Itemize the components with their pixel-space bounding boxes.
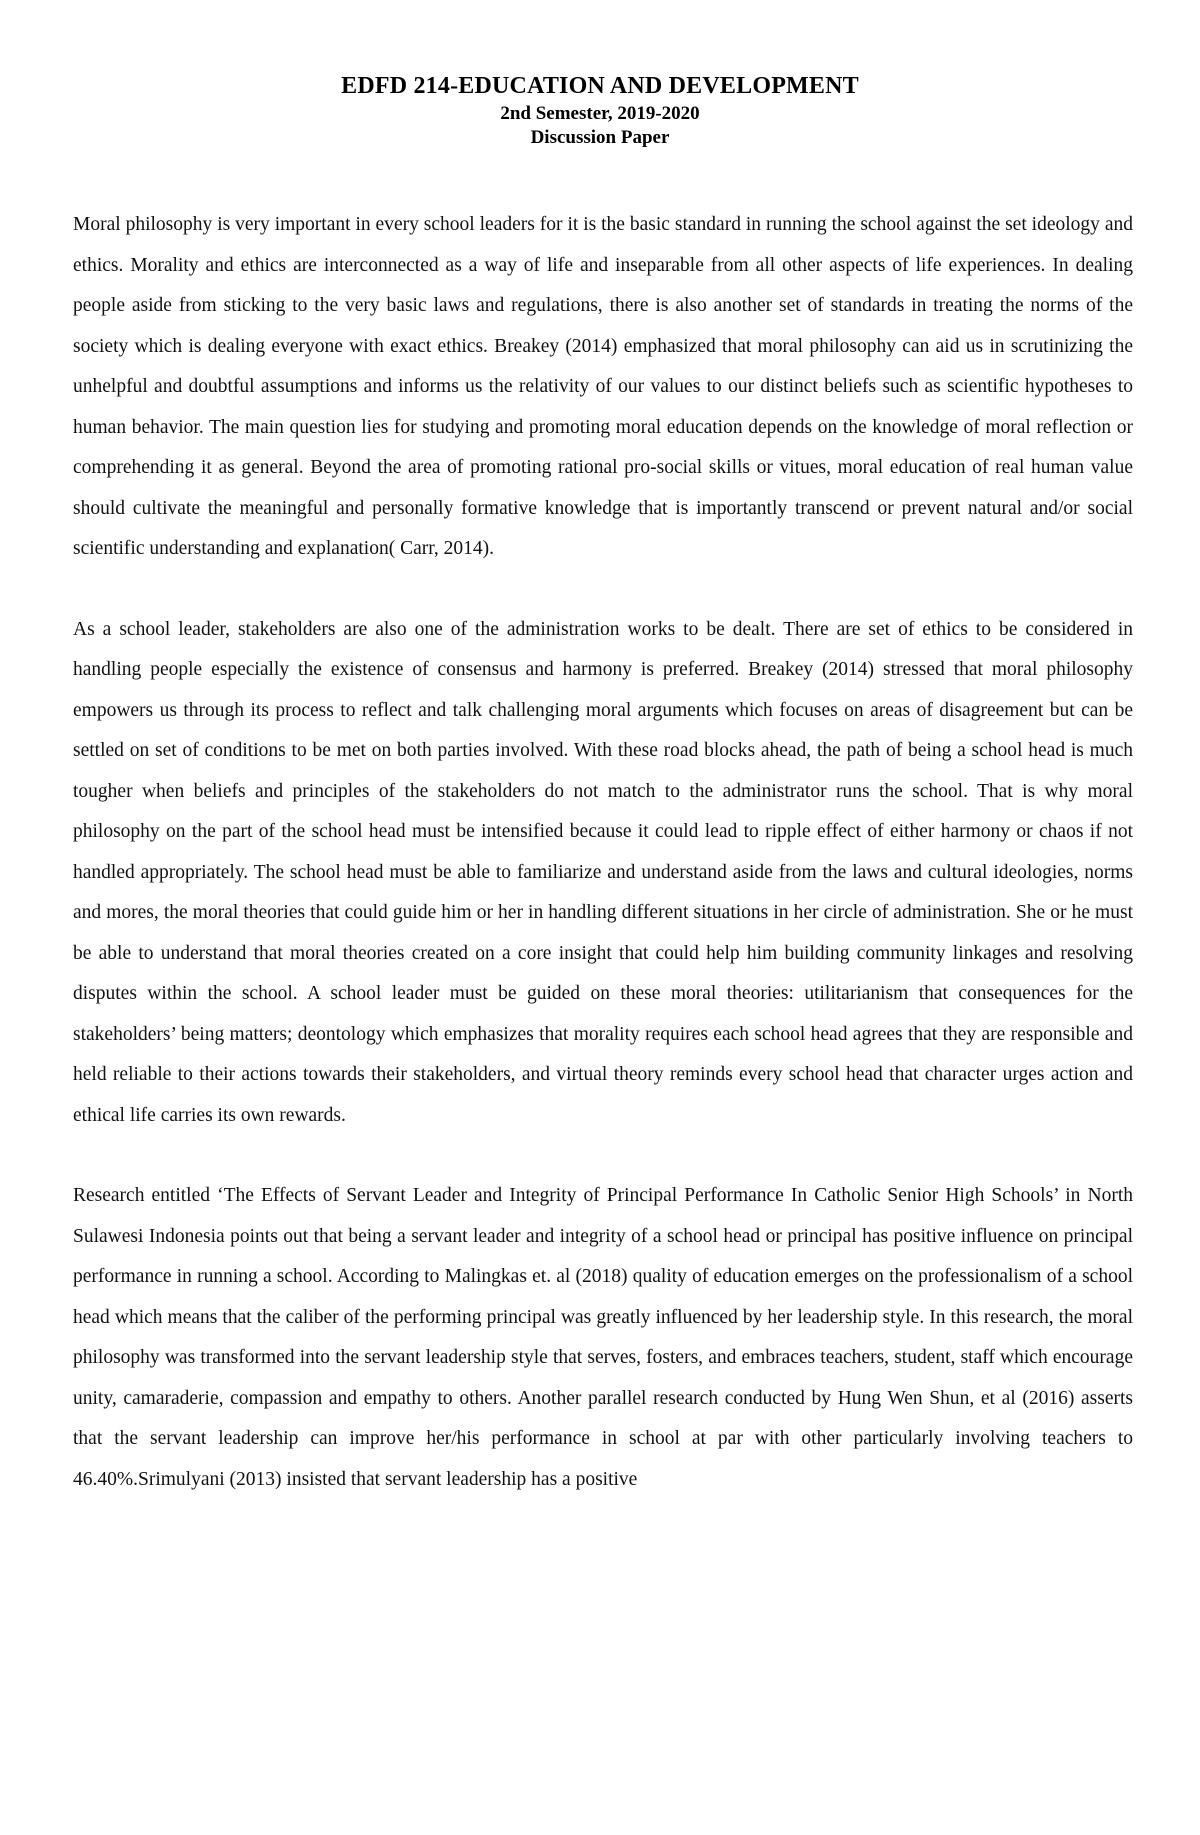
document-body (73, 205, 1133, 1500)
document-type: Discussion Paper (530, 127, 670, 148)
paragraph-moral-philosophy: Moral philosophy is very important in every school leaders for it is the basic standard in running the school against the set ideology and ethics. Morality and ethics are interconnected as a way of life and inseparable from all other aspects of life experiences. In dealing people aside from sticking to the very basic laws and regulations, there is also another set of standards in treating the norms of the society which is dealing everyone with exact ethics. Breakey (2014) emphasized that moral philosophy can aid us in scrutinizing the unhelpful and doubtful assumptions and informs us the relativity of our values to our distinct beliefs such as scientific hypotheses to human behavior. The main question lies for studying and promoting moral education depends on the knowledge of moral reflection or comprehending it as general. Beyond the area of promoting rational pro-social skills or vitues, moral education of real human value should cultivate the meaningful and personally formative knowledge that is importantly transcend or prevent natural and/or social scientific understanding and explanation( Carr, 2014). (73, 214, 1133, 559)
document-title: EDFD 214-EDUCATION AND DEVELOPMENT (341, 73, 859, 99)
paragraph-school-leader: As a school leader, stakeholders are also one of the administration works to be dealt. There are set of ethics to be considered in handling people especially the existence of consensus and harmony is preferred. Breakey (2014) stressed that moral philosophy empowers us through its process to reflect and talk challenging moral arguments which focuses on areas of disagreement but can be settled on set of conditions to be met on both parties involved. With these road blocks ahead, the path of being a school head is much tougher when beliefs and principles of the stakeholders do not match to the administrator runs the school. That is why moral philosophy on the part of the school head must be intensified because it could lead to ripple effect of either harmony or chaos if not handled appropriately. The school head must be able to familiarize and understand aside from the laws and cultural ideologies, norms and mores, the moral theories that could guide him or her in handling different situations in her circle of administration. She or he must be able to understand that moral theories created on a core insight that could help him building community linkages and resolving disputes within the school. A school leader must be guided on these moral theories: utilitarianism that consequences for the stakeholders’ being matters; deontology which emphasizes that morality requires each school head agrees that they are responsible and held reliable to their actions towards their stakeholders, and virtual theory reminds every school head that character urges action and ethical life carries its own rewards. (73, 618, 1133, 1126)
paragraph-research: Research entitled ‘The Effects of Servant Leader and Integrity of Principal Performance In Catholic Senior High Schools’ in North Sulawesi Indonesia points out that being a servant leader and integrity of a school head or principal has positive influence on principal performance in running a school. According to Malingkas et. al (2018) quality of education emerges on the professionalism of a school head which means that the caliber of the performing principal was greatly influenced by her leadership style. In this research, the moral philosophy was transformed into the servant leadership style that serves, fosters, and embraces teachers, student, staff which encourage unity, camaraderie, compassion and empathy to others. Another parallel research conducted by Hung Wen Shun, et al (2016) asserts that the servant leadership can improve her/his performance in school at par with other particularly involving teachers to 46.40%.Srimulyani (2013) insisted that servant leadership has a positive (73, 1185, 1133, 1490)
semester-line: 2nd Semester, 2019-2020 (500, 103, 700, 124)
document-header (0, 70, 1200, 150)
